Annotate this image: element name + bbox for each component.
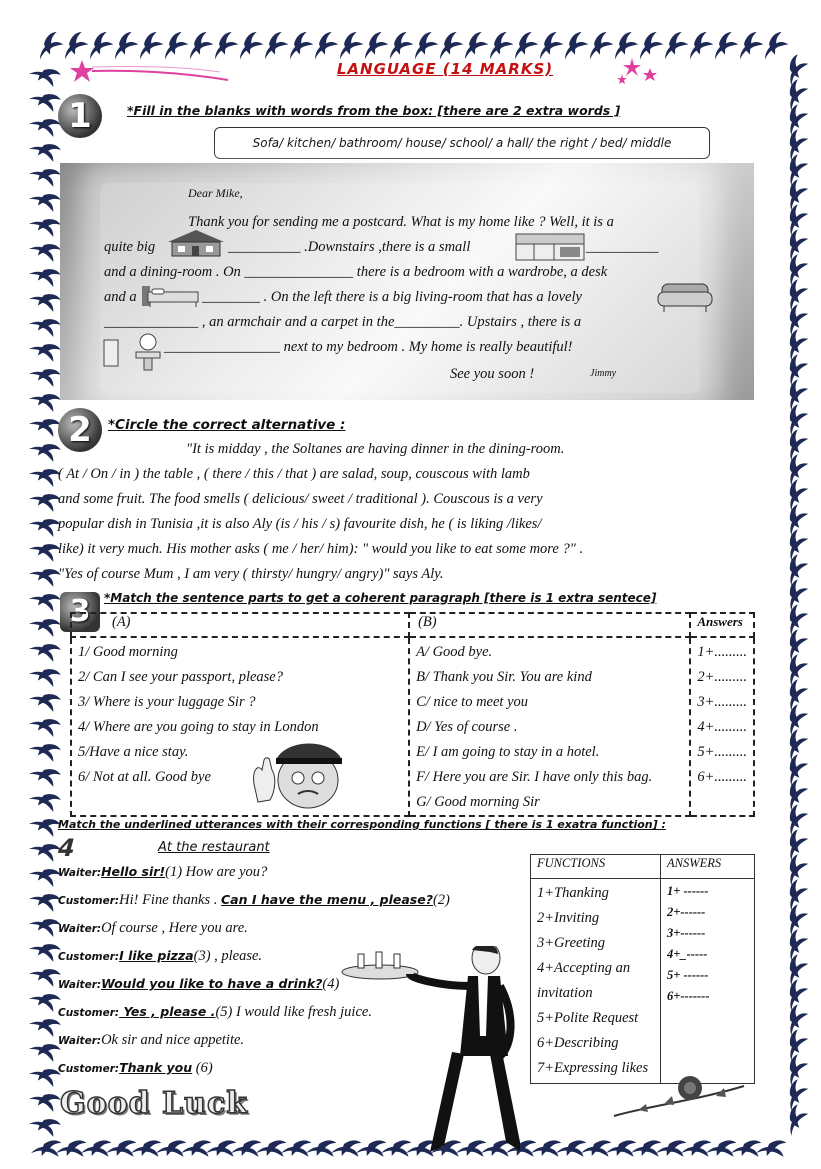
list-item: 4/ Where are you going to stay in London [78,719,319,735]
answers-header: ANSWERS [661,855,755,879]
swallow-icon [33,31,65,60]
swallow-icon [756,1134,788,1163]
swallow-icon [531,1134,563,1163]
exercise-2-number: 2 [58,408,102,452]
exercise-3-number: 3 [60,592,100,632]
list-item: A/ Good bye. [416,644,493,660]
text-line: "Yes of course Mum , I am very ( thirsty/ hungry/ angry)" says Aly. [58,566,444,582]
swallow-icon [29,308,63,341]
swallow-icon [29,733,63,766]
swallow-icon [208,31,240,60]
waiter-icon [340,946,520,1162]
swallow-icon [29,383,63,416]
list-item: F/ Here you are Sir. I have only this bag. [416,769,653,785]
swallow-icon [29,683,63,716]
list-item: 1+Thanking [537,885,609,901]
matching-table [70,612,755,817]
dialogue-line [58,892,450,909]
underlined-utterance: Would you like to have a drink? [101,976,323,991]
dialogue-line [58,1032,244,1049]
swallow-icon [29,583,63,616]
list-item: C/ nice to meet you [416,694,529,710]
dialogue-text: Ok sir and nice appetite. [101,1032,245,1048]
swallow-icon [358,31,390,60]
swallow-icon [58,31,90,60]
swallow-icon [156,1134,188,1163]
swallow-icon [29,158,63,191]
swallow-icon [56,1134,88,1163]
underlined-utterance: Hello sir! [101,864,166,879]
letter-closing: See you soon ! [450,366,535,382]
swallow-icon [29,433,63,466]
page-title: LANGUAGE (14 MARKS) [336,60,554,78]
swallow-icon [83,31,115,60]
underlined-utterance: Thank you [119,1060,193,1075]
dialogue-line [58,920,248,937]
swallow-icon [133,31,165,60]
letter-signature: Jimmy [590,368,617,379]
answer-blank[interactable]: 1+......... [697,644,747,660]
swallow-icon [29,183,63,216]
swallow-icon [581,1134,613,1163]
swallow-icon [556,1134,588,1163]
swallow-icon [81,1134,113,1163]
swallow-icon [29,1083,63,1116]
letter-line: and a dining-room . On _______________ there is a bedroom with a wardrobe, a desk [104,264,608,280]
bathroom-icon [100,330,164,374]
list-item: G/ Good morning Sir [416,794,540,810]
text-line: and some fruit. The food smells ( delicious/ sweet / traditional ). Couscous is a very [58,491,543,507]
swallow-icon [281,1134,313,1163]
swallow-icon [29,1108,63,1141]
speaker-label: Waiter: [58,1035,102,1047]
speaker-label: Waiter: [58,979,102,991]
letter-line: ________ . On the left there is a big living-room that has a lovely [202,289,582,305]
swallow-icon [383,31,415,60]
column-b-header: (B) [409,613,690,637]
speaker-label: Customer: [58,1007,120,1019]
swallow-icon [458,31,490,60]
text-line: like) it very much. His mother asks ( me / her/ him): " would you like to eat some more ?" . [58,541,584,557]
swallow-icon [733,31,765,60]
dialogue-line [58,948,262,965]
swallow-icon [306,1134,338,1163]
swallow-icon [231,1134,263,1163]
sofa-icon [656,276,714,316]
swallow-icon [308,31,340,60]
swallow-icon [29,133,63,166]
swallow-icon [183,31,215,60]
list-item: 6+Describing [537,1035,619,1051]
swallow-icon [681,1134,713,1163]
list-item: D/ Yes of course . [416,719,518,735]
dialogue-line [58,1004,372,1021]
swallow-icon [758,31,790,60]
swallow-icon [633,31,665,60]
dialogue-text: (3) , please. [193,948,263,964]
letter-line: quite big [104,239,156,255]
swallow-icon [108,31,140,60]
swallow-icon [106,1134,138,1163]
swallow-icon [131,1134,163,1163]
swallow-icon [533,31,565,60]
swallow-icon [283,31,315,60]
swallow-icon [29,333,63,366]
answer-blank[interactable]: 3+------ [667,926,706,940]
swallow-icon [256,1134,288,1163]
list-item: 2/ Can I see your passport, please? [78,669,283,685]
text-line: ( At / On / in ) the table , ( there / this / that ) are salad, soup, couscous with lamb [58,466,530,482]
exercise-4-number: 4 [54,834,79,862]
text-line: "It is midday , the Soltanes are having dinner in the dining-room. [186,441,565,457]
house-icon [164,228,228,258]
speaker-label: Waiter: [58,867,102,879]
kitchen-icon [514,230,586,262]
dialogue-subtitle: At the restaurant [158,840,270,855]
shooting-star-icon [70,58,230,84]
letter-line: ________________ next to my bedroom . My home is really beautiful! [164,339,573,355]
swallow-icon [408,31,440,60]
policeman-icon [246,730,350,812]
dialogue-line [58,1060,213,1077]
dialogue-line [58,864,267,881]
underlined-utterance: Can I have the menu , please? [221,892,433,907]
swallow-icon [29,233,63,266]
answer-blank[interactable]: 3+......... [697,694,747,710]
list-item: 5/Have a nice stay. [78,744,189,760]
good-luck-footer: Good Luck [60,1086,249,1121]
swallow-icon [583,31,615,60]
swallow-icon [333,31,365,60]
speaker-label: Customer: [58,1063,120,1075]
letter-line: and a [104,289,137,305]
swallow-icon [29,633,63,666]
swallow-icon [29,58,63,91]
swallow-icon [606,1134,638,1163]
swallow-icon [29,783,63,816]
dialogue-text: (2) [432,892,450,908]
word-box: Sofa/ kitchen/ bathroom/ house/ school/ a hall/ the right / bed/ middle [214,127,710,159]
swallow-icon [29,283,63,316]
dialogue-text: Of course , Here you are. [101,920,248,936]
exercise-2-instruction: *Circle the correct alternative : [108,417,346,433]
answers-column [690,637,754,816]
swallow-icon [656,1134,688,1163]
swallow-icon [731,1134,763,1163]
swallow-icon [708,31,740,60]
dialogue-line [58,976,339,993]
list-item: 6/ Not at all. Good bye [78,769,211,785]
swallow-icon [29,608,63,641]
column-a-header: (A) [71,613,409,637]
functions-header: FUNCTIONS [531,855,661,879]
swallow-icon [258,31,290,60]
dialogue-text: (6) [192,1060,213,1076]
swallow-icon [483,31,515,60]
swallow-icon [29,258,63,291]
answer-blank[interactable]: 4+_----- [667,947,708,961]
swallow-icon [508,31,540,60]
swallow-icon [29,758,63,791]
speaker-label: Customer: [58,895,120,907]
swallow-icon [29,658,63,691]
dialogue-text: (5) I would like fresh juice. [215,1004,372,1020]
letter-line: __________ .Downstairs ,there is a small [228,239,471,255]
swallow-icon [778,1103,812,1136]
swallow-icon [658,31,690,60]
underlined-utterance: I like pizza [119,948,194,963]
swallow-icon [29,358,63,391]
answer-blank[interactable]: 6+......... [697,769,747,785]
answer-blank[interactable]: 1+ ------ [667,884,709,898]
swallow-icon [233,31,265,60]
dialogue-text: (4) [322,976,340,992]
list-item: E/ I am going to stay in a hotel. [416,744,600,760]
answer-blank[interactable]: 2+......... [697,669,747,685]
letter-line: Thank you for sending me a postcard. What is my home like ? Well, it is a [188,214,614,230]
swallow-icon [706,1134,738,1163]
list-item: 3+Greeting [537,935,606,951]
swallow-icon [608,31,640,60]
list-item: 1/ Good morning [78,644,178,660]
stars-icon [610,58,680,88]
dialogue-text: (1) How are you? [165,864,268,880]
functions-table [530,854,755,1084]
underlined-utterance: Yes , please . [119,1004,216,1019]
letter-line: __________ [586,239,659,255]
letter-line: _____________ , an armchair and a carpet in the_________. Upstairs , there is a [104,314,582,330]
dialogue-text: Hi! Fine thanks . [119,892,221,908]
list-item: 7+Expressing likes [537,1060,649,1076]
answer-blank[interactable]: 6+------- [667,989,710,1003]
answer-blank[interactable]: 5+ ------ [667,968,709,982]
speaker-label: Waiter: [58,923,102,935]
list-item: 3/ Where is your luggage Sir ? [78,694,256,710]
list-item: 4+Accepting an invitation [537,960,631,1001]
swallow-icon [29,208,63,241]
swallow-icon [158,31,190,60]
swallow-icon [31,1134,63,1163]
swallow-icon [181,1134,213,1163]
answer-blank[interactable]: 4+......... [697,719,747,735]
exercise-4-instruction: Match the underlined utterances with their corresponding functions [ there is 1 exatra function] : [58,818,666,831]
rose-icon [608,1070,748,1126]
swallow-icon [206,1134,238,1163]
list-item: 5+Polite Request [537,1010,639,1026]
answers-header: Answers [690,613,754,637]
letter-greeting: Dear Mike, [188,186,243,200]
speaker-label: Customer: [58,951,120,963]
swallow-icon [558,31,590,60]
exercise-3-instruction: *Match the sentence parts to get a coherent paragraph [there is 1 extra sentece] [104,591,657,605]
swallow-icon [631,1134,663,1163]
answers-list [661,879,755,1084]
answer-blank[interactable]: 5+......... [697,744,747,760]
swallow-icon [683,31,715,60]
list-item: 2+Inviting [537,910,600,926]
functions-list [531,879,661,1084]
bed-icon [140,282,202,308]
exercise-1-number: 1 [58,94,102,138]
swallow-icon [29,708,63,741]
column-a [71,637,409,816]
swallow-icon [433,31,465,60]
exercise-1-instruction: *Fill in the blanks with words from the box: [there are 2 extra words ] [127,103,621,118]
answer-blank[interactable]: 2+------ [667,905,706,919]
column-b [409,637,690,816]
text-line: popular dish in Tunisia ,it is also Aly (is / his / s) favourite dish, he ( is liking /likes/ [58,516,542,532]
list-item: B/ Thank you Sir. You are kind [416,669,592,685]
